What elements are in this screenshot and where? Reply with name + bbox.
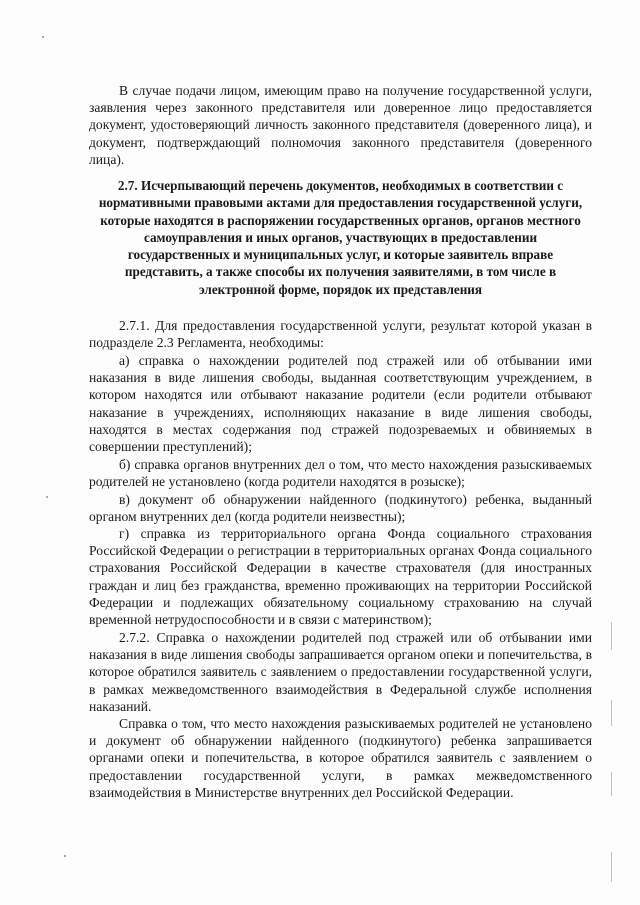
scan-artifact — [46, 496, 48, 498]
paragraph-final: Справка о том, что место нахождения разыскиваемых родителей не установлено и документ об обнаружении найденного (подкинутого) ребенка запрашивается органами опеки и попечительства, в которое обратился заявитель с заявлением о предоставлении государственной услуги, в рамках межведомственного взаимодействия в Министерстве внутренних дел Российской Федерации. — [89, 716, 592, 800]
section-heading-2-7: 2.7. Исчерпывающий перечень документов, необходимых в соответствии с нормативными правовыми актами для предоставления государственной услуги, которые находятся в распоряжении государственных органов, органов местного самоуправления и иных органов, участвующих в предоставлении государственных и муниципальных услуг, и которые заявитель вправе представить, а также способы их получения заявителями, в том числе в электронной форме, порядок их представления — [98, 178, 583, 297]
list-item-v: в) документ об обнаружении найденного (подкинутого) ребенка, выданный органом внутренних дел (когда родители неизвестны); — [89, 492, 592, 525]
list-item-g: г) справка из территориального органа Фонда социального страхования Российской Федерации о регистрации в территориальных органах Фонда социального страхования Российской Федерации в качестве страхователя (для иностранных граждан и лиц без гражданства, временно проживающих на территории Российской Федерации и подлежащих обязательному социальному страхованию на случай временной нетрудоспособности и в связи с материнством); — [89, 526, 592, 628]
scan-artifact — [611, 622, 612, 650]
list-item-a: а) справка о нахождении родителей под стражей или об отбывании ими наказания в виде лишения свободы, выданная соответствующим учреждением, в котором находятся или отбывают наказание родители (если родители отбывают наказание в учреждениях, исполняющих наказание в виде лишения свободы, находятся в местах содержания под стражей подозреваемых и обвиняемых в совершении преступлений); — [89, 353, 592, 455]
paragraph-2-7-1: 2.7.1. Для предоставления государственной услуги, результат которой указан в подразделе 2.3 Регламента, необходимы: — [89, 318, 592, 351]
scan-artifact — [64, 855, 66, 857]
paragraph-representative: В случае подачи лицом, имеющим право на получение государственной услуги, заявления через законного представителя или доверенное лицо предоставляется документ, удостоверяющий личность законного представителя (доверенного лица), и документ, подтверждающий полномочия законного представителя (доверенного лица). — [89, 83, 592, 167]
scan-artifact — [611, 852, 612, 882]
scan-artifact — [611, 772, 612, 796]
list-item-b: б) справка органов внутренних дел о том, что место нахождения разыскиваемых родителей не установлено (когда родители находятся в розыске); — [89, 457, 592, 490]
paragraph-2-7-2: 2.7.2. Справка о нахождении родителей под стражей или об отбывании ими наказания в виде лишения свободы запрашивается органом опеки и попечительства, в которое обратился заявитель с заявлением о предоставлении государственной услуги, в рамках межведомственного взаимодействия в Федеральной службе исполнения наказаний. — [89, 630, 592, 714]
scan-artifact — [611, 700, 612, 726]
scan-artifact — [42, 36, 44, 38]
